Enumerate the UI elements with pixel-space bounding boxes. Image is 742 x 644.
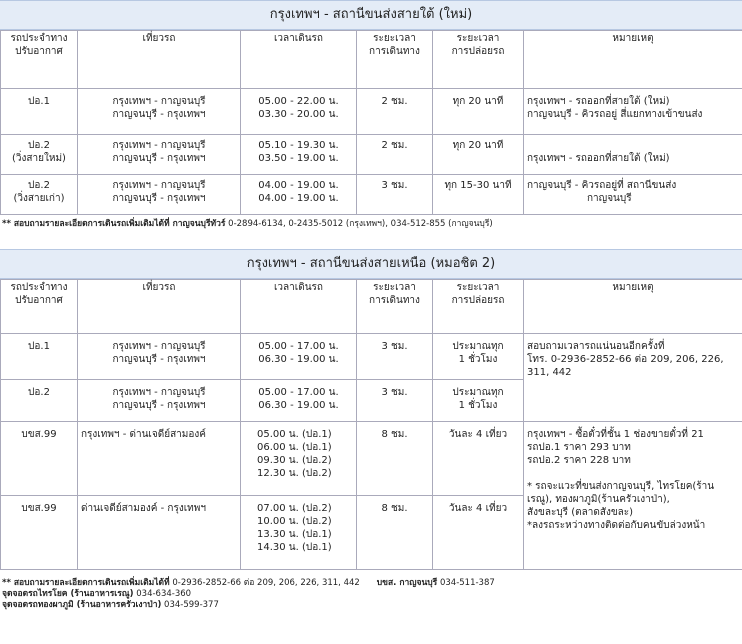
table-header-row bbox=[1, 280, 742, 334]
duration: 3 ชม. bbox=[357, 380, 433, 422]
duration: 8 ชม. bbox=[357, 496, 433, 570]
header-time: เวลาเดินรถ bbox=[241, 31, 357, 89]
section2-table bbox=[0, 279, 742, 570]
footnote-text: 0-2894-6134, 0-2435-5012 (กรุงเทพฯ), 034-512-855 (กาญจนบุรี) bbox=[225, 219, 493, 229]
header-note: หมายเหตุ bbox=[524, 31, 742, 89]
route: กรุงเทพฯ - กาญจนบุรี กาญจนบุรี - กรุงเทพฯ bbox=[78, 334, 241, 380]
duration: 8 ชม. bbox=[357, 422, 433, 496]
duration: 3 ชม. bbox=[357, 334, 433, 380]
duration: 3 ชม. bbox=[357, 175, 433, 215]
header-bus-type: รถประจำทาง ปรับอากาศ bbox=[1, 31, 78, 89]
section2-title: กรุงเทพฯ - สถานีขนส่งสายเหนือ (หมอชิต 2) bbox=[0, 249, 742, 279]
header-interval: ระยะเวลา การปล่อยรถ bbox=[433, 280, 524, 334]
section1-title: กรุงเทพฯ - สถานีขนส่งสายใต้ (ใหม่) bbox=[0, 0, 742, 30]
note: กาญจนบุรี - คิวรถอยู่ที่ สถานีขนส่ง กาญจนบุรี bbox=[524, 175, 742, 215]
bus-type: ปอ.1 bbox=[1, 334, 78, 380]
table-row bbox=[1, 135, 742, 175]
time: 05.00 - 17.00 น. 06.30 - 19.00 น. bbox=[241, 334, 357, 380]
header-note: หมายเหตุ bbox=[524, 280, 742, 334]
footnote-line: จุดจอดรถทองผาภูมิ (ร้านอาหารครัวเงาป่า) 034-599-377 bbox=[2, 600, 219, 610]
interval: วันละ 4 เที่ยว bbox=[433, 496, 524, 570]
header-route: เที่ยวรถ bbox=[78, 280, 241, 334]
header-time: เวลาเดินรถ bbox=[241, 280, 357, 334]
header-duration: ระยะเวลา การเดินทาง bbox=[357, 31, 433, 89]
route: ด่านเจดีย์สามองค์ - กรุงเทพฯ bbox=[78, 496, 241, 570]
header-interval: ระยะเวลา การปล่อยรถ bbox=[433, 31, 524, 89]
footnote-label: ** สอบถามรายละเอียดการเดินรถเพิ่มเติมได้ที่ กาญจนบุรีทัวร์ bbox=[2, 219, 226, 229]
bus-type: ปอ.1 bbox=[1, 89, 78, 135]
route: กรุงเทพฯ - กาญจนบุรี กาญจนบุรี - กรุงเทพฯ bbox=[78, 175, 241, 215]
footnote-line: จุดจอดรถไทรโยค (ร้านอาหารเรณู) 034-634-360 bbox=[2, 589, 192, 599]
time: 05.00 - 22.00 น. 03.30 - 20.00 น. bbox=[241, 89, 357, 135]
note: กรุงเทพฯ - รถออกที่สายใต้ (ใหม่) bbox=[524, 135, 742, 175]
table-row bbox=[1, 334, 742, 380]
interval: ทุก 20 นาที bbox=[433, 89, 524, 135]
interval: ทุก 20 นาที bbox=[433, 135, 524, 175]
route: กรุงเทพฯ - กาญจนบุรี กาญจนบุรี - กรุงเทพฯ bbox=[78, 89, 241, 135]
time: 04.00 - 19.00 น. 04.00 - 19.00 น. bbox=[241, 175, 357, 215]
table-row bbox=[1, 422, 742, 496]
table-row bbox=[1, 89, 742, 135]
section1-footnote bbox=[0, 215, 742, 245]
interval: ทุก 15-30 นาที bbox=[433, 175, 524, 215]
note: กรุงเทพฯ - ซื้อตั๋วที่ชั้น 1 ช่องขายตั๋วที่ 21 รถปอ.1 ราคา 293 บาท รถปอ.2 ราคา 228 บาท * รถจะแวะที่ขนส่งกาญจนบุรี, ไทรโยค(ร้าน เรณู), ทองผาภูมิ(ร้านครัวเงาป่า), สังขละบุรี (ตลาดสังขละ) *ลงรถระหว่างทางติดต่อกับคนขับล่วงหน้า bbox=[524, 422, 742, 570]
table-row bbox=[1, 175, 742, 215]
bus-type: บขส.99 bbox=[1, 496, 78, 570]
interval: ประมาณทุก 1 ชั่วโมง bbox=[433, 334, 524, 380]
bus-type: ปอ.2 (วิ่งสายเก่า) bbox=[1, 175, 78, 215]
header-duration: ระยะเวลา การเดินทาง bbox=[357, 280, 433, 334]
route: กรุงเทพฯ - กาญจนบุรี กาญจนบุรี - กรุงเทพฯ bbox=[78, 135, 241, 175]
interval: ประมาณทุก 1 ชั่วโมง bbox=[433, 380, 524, 422]
interval: วันละ 4 เที่ยว bbox=[433, 422, 524, 496]
route: กรุงเทพฯ - กาญจนบุรี กาญจนบุรี - กรุงเทพฯ bbox=[78, 380, 241, 422]
bus-type: ปอ.2 (วิ่งสายใหม่) bbox=[1, 135, 78, 175]
header-route: เที่ยวรถ bbox=[78, 31, 241, 89]
note: สอบถามเวลารถแน่นอนอีกครั้งที่ โทร. 0-2936-2852-66 ต่อ 209, 206, 226, 311, 442 bbox=[524, 334, 742, 422]
time: 05.00 น. (ปอ.1) 06.00 น. (ปอ.1) 09.30 น. (ปอ.2) 12.30 น. (ปอ.2) bbox=[241, 422, 357, 496]
bus-type: บขส.99 bbox=[1, 422, 78, 496]
duration: 2 ชม. bbox=[357, 135, 433, 175]
header-bus-type: รถประจำทาง ปรับอากาศ bbox=[1, 280, 78, 334]
time: 05.10 - 19.30 น. 03.50 - 19.00 น. bbox=[241, 135, 357, 175]
route: กรุงเทพฯ - ด่านเจดีย์สามองค์ bbox=[78, 422, 241, 496]
section2-footnotes bbox=[0, 570, 742, 615]
table-header-row bbox=[1, 31, 742, 89]
footnote-line: ** สอบถามรายละเอียดการเดินรถเพิ่มเติมได้ที่ 0-2936-2852-66 ต่อ 209, 206, 226, 311, 442 บขส. กาญจนบุรี 034-511-387 bbox=[2, 578, 495, 588]
bus-type: ปอ.2 bbox=[1, 380, 78, 422]
time: 05.00 - 17.00 น. 06.30 - 19.00 น. bbox=[241, 380, 357, 422]
time: 07.00 น. (ปอ.2) 10.00 น. (ปอ.2) 13.30 น. (ปอ.1) 14.30 น. (ปอ.1) bbox=[241, 496, 357, 570]
duration: 2 ชม. bbox=[357, 89, 433, 135]
section1-table bbox=[0, 30, 742, 215]
note: กรุงเทพฯ - รถออกที่สายใต้ (ใหม่) กาญจนบุรี - คิวรถอยู่ สี่แยกทางเข้าขนส่ง bbox=[524, 89, 742, 135]
